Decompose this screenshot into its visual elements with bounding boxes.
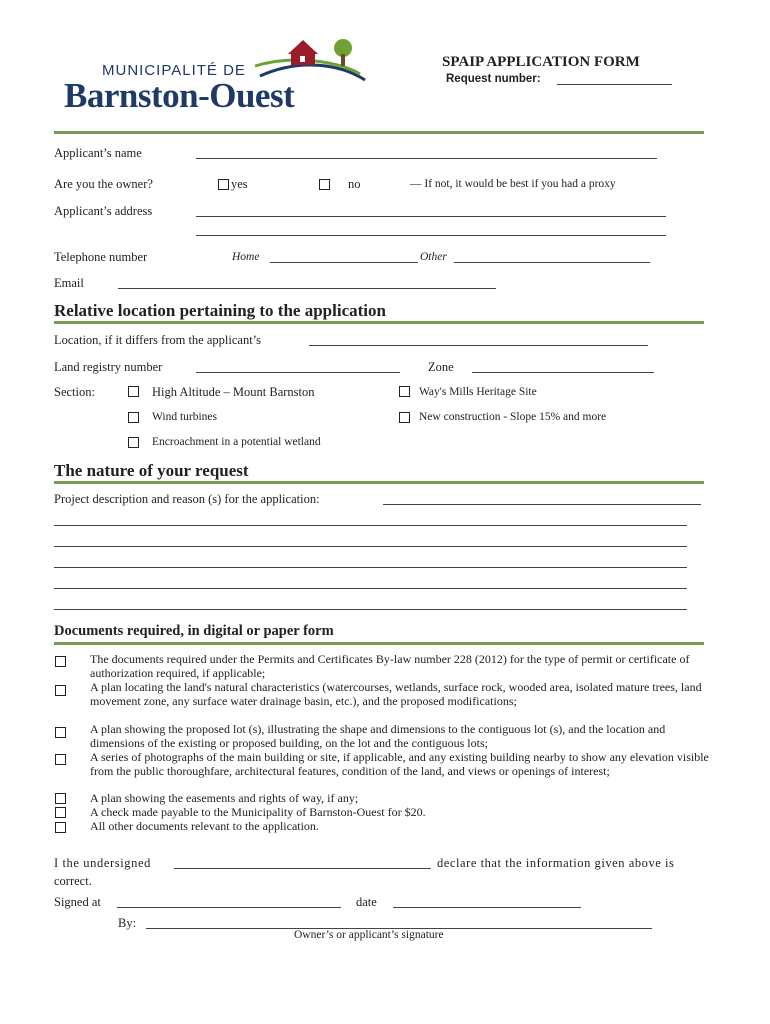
zone-label: Zone <box>428 360 454 374</box>
by-label: By: <box>118 916 137 930</box>
date-field[interactable] <box>393 907 581 908</box>
municipality-logo <box>60 36 400 116</box>
owner-no-checkbox[interactable] <box>319 179 330 190</box>
doc-checkbox-5[interactable] <box>55 793 66 804</box>
undersigned-name-field[interactable] <box>174 868 431 869</box>
phone-label: Telephone number <box>54 250 148 264</box>
section-checkbox-ways-mills[interactable] <box>399 386 410 397</box>
description-field-line4[interactable] <box>54 588 687 589</box>
phone-other-field[interactable] <box>454 262 650 263</box>
form-title: SPAIP APPLICATION FORM <box>442 54 640 70</box>
doc-checkbox-6[interactable] <box>55 807 66 818</box>
section-checkbox-wind-turbines[interactable] <box>128 412 139 423</box>
doc-checkbox-7[interactable] <box>55 822 66 833</box>
description-field-line1[interactable] <box>54 525 687 526</box>
request-rule <box>54 481 704 484</box>
applicant-name-field[interactable] <box>196 158 657 159</box>
description-label: Project description and reason (s) for the application: <box>54 492 320 506</box>
doc-item-6: A check made payable to the Municipality of Barnston-Ouest for $20. <box>90 805 426 819</box>
email-field[interactable] <box>118 288 496 289</box>
section-label: Section: <box>54 385 95 399</box>
phone-other-label: Other <box>420 251 447 263</box>
address-label: Applicant’s address <box>54 204 153 218</box>
zone-field[interactable] <box>472 372 654 373</box>
doc-item-5: A plan showing the easements and rights of way, if any; <box>90 791 359 805</box>
land-registry-label: Land registry number <box>54 360 163 374</box>
description-field-line2[interactable] <box>54 546 687 547</box>
correct-text: correct. <box>54 874 92 888</box>
owner-yes-label: yes <box>231 177 248 191</box>
applicant-name-label: Applicant’s name <box>54 146 142 160</box>
logo-line1: MUNICIPALITÉ DE <box>102 62 246 79</box>
location-rule <box>54 321 704 324</box>
section-option-ways-mills: Way's Mills Heritage Site <box>419 386 537 398</box>
section-option-high-altitude: High Altitude – Mount Barnston <box>152 385 315 399</box>
section-option-wetland: Encroachment in a potential wetland <box>152 436 321 448</box>
section-checkbox-wetland[interactable] <box>128 437 139 448</box>
doc-item-2: A plan locating the land's natural characteristics (watercourses, wetlands, surface rock, wooded area, isolated mature trees, land movement zone, any surface water drainage basin, etc.), and the proposed modifications; <box>90 680 702 708</box>
section-checkbox-high-altitude[interactable] <box>128 386 139 397</box>
doc-item-4: A series of photographs of the main building or site, if applicable, and any existing building nearby to show any elevation visible from the public thoroughfare, architectural features, condition of the land, and views or openings of interest; <box>90 750 709 778</box>
doc-item-1: The documents required under the Permits and Certificates By-law number 228 (2012) for the type of permit or certificate of authorization required, if applicable; <box>90 652 690 680</box>
logo-line2: Barnston-Ouest <box>64 76 295 115</box>
request-number-label: Request number: <box>446 73 541 85</box>
request-number-field[interactable] <box>557 84 672 85</box>
phone-home-field[interactable] <box>270 262 418 263</box>
owner-no-label: no <box>348 177 361 191</box>
description-field-line0[interactable] <box>383 504 701 505</box>
owner-label: Are you the owner? <box>54 177 153 191</box>
description-field-line3[interactable] <box>54 567 687 568</box>
header-rule <box>54 131 704 134</box>
doc-item-3: A plan showing the proposed lot (s), illustrating the shape and dimensions to the contiguous lot (s), and the location and dimensions of the existing or proposed building, on the lot and the contiguous lots; <box>90 722 666 750</box>
proxy-note: — If not, it would be best if you had a proxy <box>410 178 616 190</box>
address-field-line1[interactable] <box>196 216 666 217</box>
signed-at-label: Signed at <box>54 895 101 909</box>
doc-checkbox-1[interactable] <box>55 656 66 667</box>
declare-text: declare that the information given above is <box>437 856 675 870</box>
signature-caption: Owner’s or applicant’s signature <box>294 929 444 941</box>
documents-heading: Documents required, in digital or paper form <box>54 623 334 639</box>
doc-checkbox-4[interactable] <box>55 754 66 765</box>
request-heading: The nature of your request <box>54 461 249 480</box>
undersigned-label: I the undersigned <box>54 856 151 870</box>
location-field[interactable] <box>309 345 648 346</box>
description-field-line5[interactable] <box>54 609 687 610</box>
doc-checkbox-2[interactable] <box>55 685 66 696</box>
location-label: Location, if it differs from the applicant’s <box>54 333 262 347</box>
doc-item-7: All other documents relevant to the application. <box>90 819 319 833</box>
date-label: date <box>356 895 377 909</box>
doc-checkbox-3[interactable] <box>55 727 66 738</box>
phone-home-label: Home <box>232 251 260 263</box>
address-field-line2[interactable] <box>196 235 666 236</box>
owner-yes-checkbox[interactable] <box>218 179 229 190</box>
section-option-wind-turbines: Wind turbines <box>152 411 218 423</box>
section-option-new-construction: New construction - Slope 15% and more <box>419 411 607 423</box>
documents-rule <box>54 642 704 645</box>
section-checkbox-new-construction[interactable] <box>399 412 410 423</box>
email-label: Email <box>54 276 84 290</box>
signed-at-field[interactable] <box>117 907 341 908</box>
location-heading: Relative location pertaining to the application <box>54 301 386 320</box>
land-registry-field[interactable] <box>196 372 400 373</box>
